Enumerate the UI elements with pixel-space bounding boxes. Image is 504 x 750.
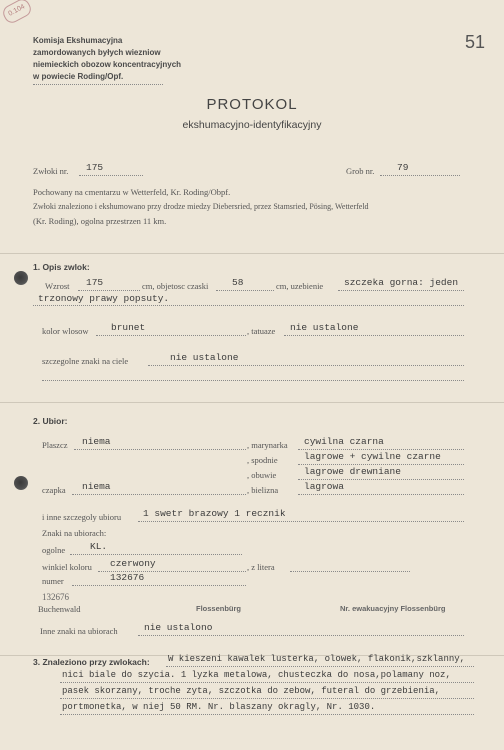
page-number: 51 bbox=[465, 32, 486, 52]
found-items-line: pasek skorzany, troche zyta, szczotka do zebow, futeral do grzebienia, bbox=[62, 686, 441, 696]
winkiel-value: czerwony bbox=[110, 558, 156, 569]
punch-hole bbox=[14, 271, 28, 285]
section1-title: 1. Opis zwlok: bbox=[33, 262, 90, 272]
winkiel-label: winkiel koloru bbox=[42, 562, 92, 572]
obuwie-value: lagrowe drewniane bbox=[304, 466, 401, 477]
czaszka-value: 58 bbox=[232, 277, 244, 288]
page-title: PROTOKOL bbox=[206, 96, 298, 113]
fold-line bbox=[0, 402, 504, 403]
marynarka-label: , marynarka bbox=[247, 440, 288, 450]
buchenwald-label: Buchenwald bbox=[38, 604, 81, 614]
plaszcz-label: Plaszcz bbox=[42, 440, 68, 450]
punch-hole bbox=[14, 476, 28, 490]
wzrost-value: 175 bbox=[86, 277, 104, 288]
page-subtitle: ekshumacyjno-identyfikacyjny bbox=[182, 119, 322, 131]
flossenburg-evac-label: Nr. ewakuacyjny Flossenbürg bbox=[340, 604, 446, 613]
uzebienie-value-cont: trzonowy prawy popsuty. bbox=[38, 293, 170, 304]
inne-znaki-label: Inne znaki na ubiorach bbox=[40, 626, 118, 636]
zwloki-value: 175 bbox=[86, 162, 104, 173]
kolor-value: brunet bbox=[111, 322, 146, 333]
spodnie-value: lagrowe + cywilne czarne bbox=[304, 451, 441, 462]
spodnie-label: , spodnie bbox=[247, 455, 278, 465]
burial-line: Pochowany na cmentarzu w Wetterfeld, Kr. Roding/Obpf. bbox=[33, 187, 231, 197]
inne-label: i inne szczegoly ubioru bbox=[42, 512, 122, 522]
header-line: zamordowanych byłych wiezniow bbox=[33, 48, 161, 57]
zwloki-label: Zwłoki nr. bbox=[33, 166, 69, 176]
header-line: Komisja Ekshumacyjna bbox=[33, 36, 123, 45]
czapka-value: niema bbox=[82, 481, 111, 492]
znaki-na-ubiorach-label: Znaki na ubiorach: bbox=[42, 528, 107, 538]
found-line: Zwłoki znaleziono i ekshumowano przy drodze miedzy Diebersried, przez Stamsried, Pösing, Wetterfeld bbox=[33, 202, 369, 211]
uzebienie-value: szczeka gorna: jeden bbox=[344, 277, 459, 288]
znaki-label: szczegolne znaki na ciele bbox=[42, 356, 129, 366]
czapka-label: czapka bbox=[42, 485, 66, 495]
tatuaze-value: nie ustalone bbox=[290, 322, 359, 333]
archive-stamp: 0.104 bbox=[0, 0, 33, 26]
marynarka-value: cywilna czarna bbox=[304, 436, 384, 447]
ogolne-value: KL. bbox=[90, 541, 108, 552]
numer-label: numer bbox=[42, 576, 64, 586]
found-items-line: portmonetka, w niej 50 RM. Nr. blaszany okragly, Nr. 1030. bbox=[62, 702, 376, 712]
inne-znaki-value: nie ustalono bbox=[144, 622, 213, 633]
grob-value: 79 bbox=[397, 162, 409, 173]
fold-line bbox=[0, 253, 504, 254]
plaszcz-value: niema bbox=[82, 436, 111, 447]
tatuaze-label: , tatuaze bbox=[247, 326, 276, 336]
grob-label: Grob nr. bbox=[346, 166, 375, 176]
bielizna-label: , bielizna bbox=[247, 485, 279, 495]
cm-label: cm, objetosc czaski bbox=[142, 281, 209, 291]
found-items-line: W kieszeni kawalek lusterka, olowek, flakonik,szklanny, bbox=[168, 654, 466, 664]
ogolne-label: ogolne bbox=[42, 545, 66, 555]
obuwie-label: , obuwie bbox=[247, 470, 277, 480]
header-line: w powiecie Roding/Opf. bbox=[33, 72, 124, 81]
found-line: (Kr. Roding), ogolna przestrzen 11 km. bbox=[33, 216, 167, 226]
wzrost-label: Wzrost bbox=[45, 281, 70, 291]
header-line: niemieckich obozow koncentracyjnych bbox=[33, 60, 182, 69]
z-litera-label: , z litera bbox=[247, 562, 275, 572]
cm-uzebienie-label: cm, uzebienie bbox=[276, 281, 324, 291]
bielizna-value: lagrowa bbox=[304, 481, 344, 492]
section3-title: 3. Znaleziono przy zwlokach: bbox=[33, 657, 150, 667]
kolor-label: kolor wlosow bbox=[42, 326, 89, 336]
section2-title: 2. Ubior: bbox=[33, 416, 68, 426]
znaki-value: nie ustalone bbox=[170, 352, 239, 363]
inne-value: 1 swetr brazowy 1 recznik bbox=[143, 508, 286, 519]
handwritten-number: 132676 bbox=[42, 592, 69, 602]
found-items-line: nici biale do szycia. 1 lyzka metalowa, chusteczka do nosa,polamany noz, bbox=[62, 670, 451, 680]
numer-value: 132676 bbox=[110, 572, 145, 583]
flossenburg-label: Flossenbürg bbox=[196, 604, 242, 613]
